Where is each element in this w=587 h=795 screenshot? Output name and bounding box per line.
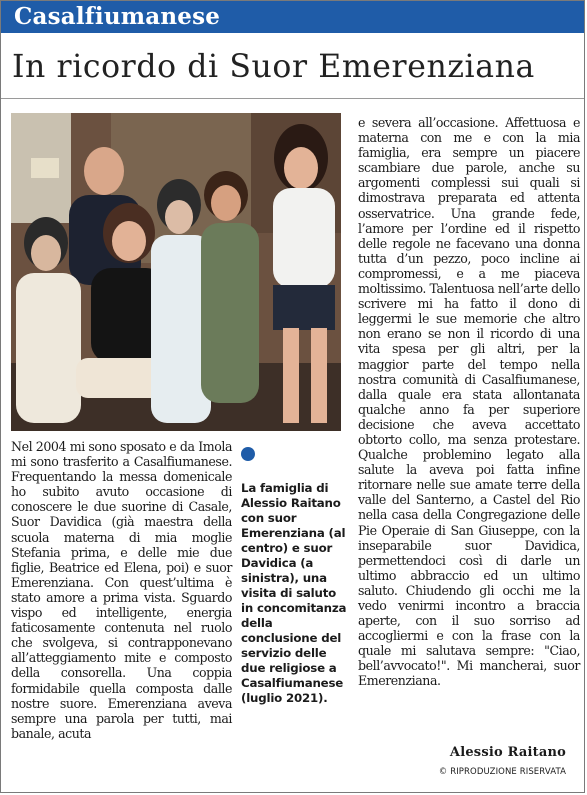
- article-paragraph: e severa all’occasione. Affettuosa e materna con me e con la mia famiglia, era sempre un piacere scambiare due parole, anche su argomenti complessi sui quali si dimostrava preparata ed attenta osservatrice. Una grande fede, l’amore per l’ordine ed il rispetto delle regole ne facevano una donna tutta d’un pezzo, poco incline ai compromessi, e a me piaceva moltissimo. Talentuosa nell’arte dello scrivere mi ha fatto il dono di leggermi le sue memorie che altro non erano se non il ricordo di una vita spesa per gli altri, per la maggior parte del tempo nella nostra comunità di Casalfiumanese, dalla quale era stata allontanata qualche anno fa per superiore decisione che aveva accettato obtorto collo, ma senza protestare. Qualche problemino legato alla salute la aveva poi fatta infine ritornare nelle sue amate terre della valle del Santerno, a Castel del Rio nella casa della Congregazione delle Pie Operaie di San Giuseppe, con la inseparabile suor Davidica, permettendoci così di darle un ultimo abbraccio ed un ultimo saluto. Chiudendo gli occhi me la vedo venirmi incontro a braccia aperte, con il suo sorriso ad accogliermi e con la frase con la quale mi salutava sempre: "Ciao, bell’avvocato!". Mi mancherai, suor Emerenziana.: [358, 115, 580, 689]
- section-bar: [1, 1, 585, 33]
- copyright-notice: © RIPRODUZIONE RISERVATA: [438, 767, 566, 777]
- article-column-left: [11, 439, 232, 741]
- article-headline: In ricordo di Suor Emerenziana: [12, 49, 535, 85]
- group-photo-icon: [11, 113, 341, 431]
- article-column-right: [358, 115, 580, 689]
- article-paragraph: Nel 2004 mi sono sposato e da Imola mi sono trasferito a Casalfiumanese. Frequentando la messa domenicale ho subito avuto occasione di conoscere le due suorine di Casale, Suor Davidica (già maestra della scuola materna di mia moglie Stefania prima, e delle mie due figlie, Beatrice ed Elena, poi) e suor Emerenziana. Con quest’ultima è stato amore a prima vista. Sguardo vispo ed intelligente, energia faticosamente contenuta nel ruolo che svolgeva, si contrapponevano all’atteggiamento mite e composto della consorella. Una coppia formidabile quella composta dalle nostre suore. Emerenziana aveva sempre una parola per tutti, mai banale, acuta: [11, 439, 232, 741]
- headline-divider: [1, 98, 585, 99]
- photo-caption: La famiglia di Alessio Raitano con suor Emerenziana (al centro) e suor Davidica (a sinistra), una visita di saluto in concomitanza della conclusione del servizio delle due religiose a Casalfiumanese (luglio 2021).: [241, 481, 347, 705]
- caption-bullet-icon: [241, 447, 255, 461]
- article-photo: [11, 113, 341, 431]
- article-author: Alessio Raitano: [449, 745, 566, 760]
- section-title: Casalfiumanese: [14, 3, 221, 30]
